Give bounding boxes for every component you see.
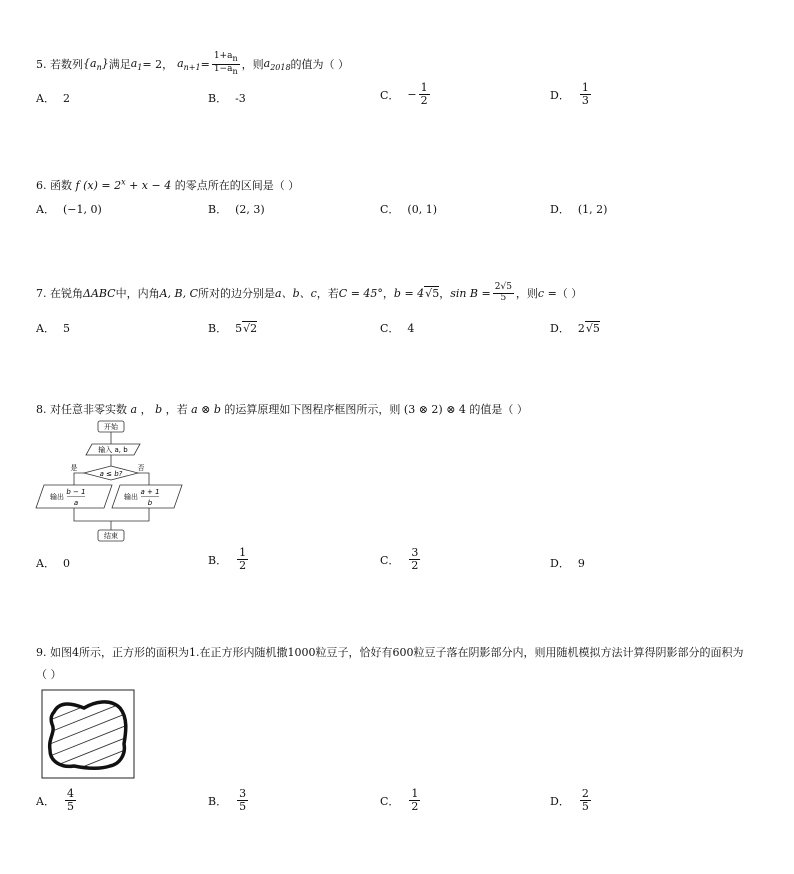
flow-end-label: 结束 xyxy=(104,532,118,540)
q8-option-c[interactable]: C． $\frac{3}{2}$ xyxy=(380,546,419,573)
q7-option-c[interactable]: C． 4 xyxy=(380,321,415,335)
q9-option-d[interactable]: D． $\frac{2}{5}$ xyxy=(550,787,589,814)
q5-stem: 5. 若数列 $\{a_n\}$ 满足 $a_1$ = 2， $a_{n+1}$ = $\frac{1+an}{1-an}$ ，则 $a_{2018}$ 的值为（ ） xyxy=(36,51,350,76)
q9-option-a[interactable]: A． $\frac{4}{5}$ xyxy=(36,787,74,814)
q9-option-b[interactable]: B． $\frac{3}{5}$ xyxy=(208,787,247,814)
flow-start-label: 开始 xyxy=(104,423,118,431)
q8-option-d[interactable]: D． 9 xyxy=(550,556,585,570)
svg-text:输出: 输出 xyxy=(50,493,64,501)
q5-option-d[interactable]: D． $\frac{1}{3}$ xyxy=(550,81,589,108)
q7-option-b[interactable]: B． 5 √2 xyxy=(208,321,258,335)
svg-text:a: a xyxy=(73,499,79,507)
q5-option-a[interactable]: A． 2 xyxy=(36,91,70,105)
q8-option-a[interactable]: A． 0 xyxy=(36,556,70,570)
q6-stem: 6. 函数 f $(x) = 2^x + x - 4$ 的零点所在的区间是（ ） xyxy=(36,177,300,192)
q7-stem: 7. 在锐角 ΔABC 中，内角 A, B, C 所对的边分别是 a、b、c ，若 C = 45° ， b = 4 √5 ， sin B = $\frac{2√5}{5}$ ，则 c = （ ） xyxy=(36,282,583,303)
q6-option-a[interactable]: A． (−1, 0) xyxy=(36,202,102,216)
q9-option-c[interactable]: C． $\frac{1}{2}$ xyxy=(380,787,419,814)
q6-option-b[interactable]: B． (2, 3) xyxy=(208,202,265,216)
svg-text:输出: 输出 xyxy=(124,493,138,501)
svg-text:a + 1: a + 1 xyxy=(140,488,160,496)
flow-input-label: 输入 a, b xyxy=(98,446,128,454)
q7-sinb-fraction: $\frac{2√5}{5}$ xyxy=(494,282,512,303)
q9-square-figure xyxy=(40,688,136,780)
q7-option-a[interactable]: A． 5 xyxy=(36,321,70,335)
q9-stem: 9. 如图4所示，正方形的面积为1.在正方形内随机撒1000粒豆子，恰好有600粒豆子落在阴影部分内，则用随机模拟方法计算得阴影部分的面积为 xyxy=(36,646,744,659)
flow-no-label: 否 xyxy=(137,464,145,472)
q5-option-b[interactable]: B． -3 xyxy=(208,91,246,105)
q9-stem-paren: （ ） xyxy=(36,668,62,681)
q8-option-b[interactable]: B． $\frac{1}{2}$ xyxy=(208,546,247,573)
q7-sqrt: √5 xyxy=(425,287,440,301)
q8-flowchart xyxy=(34,418,184,546)
flow-yes-label: 是 xyxy=(70,464,78,472)
svg-text:b − 1: b − 1 xyxy=(66,488,86,496)
q7-option-d[interactable]: D． 2 √5 xyxy=(550,321,600,335)
flow-decision-label: a ≤ b? xyxy=(99,470,123,478)
svg-text:b: b xyxy=(147,499,153,507)
q5-recurrence-fraction: $\frac{1+an}{1-an}$ xyxy=(213,51,238,76)
q6-option-d[interactable]: D． (1, 2) xyxy=(550,202,608,216)
q8-stem: 8. 对任意非零实数 a ， b ，若 a ⊗ b 的运算原理如下图程序框图所示，则 (3 ⊗ 2) ⊗ 4 的值是（ ） xyxy=(36,403,528,416)
q5-option-c[interactable]: C． − $\frac{1}{2}$ xyxy=(380,81,428,108)
q6-option-c[interactable]: C． (0, 1) xyxy=(380,202,437,216)
